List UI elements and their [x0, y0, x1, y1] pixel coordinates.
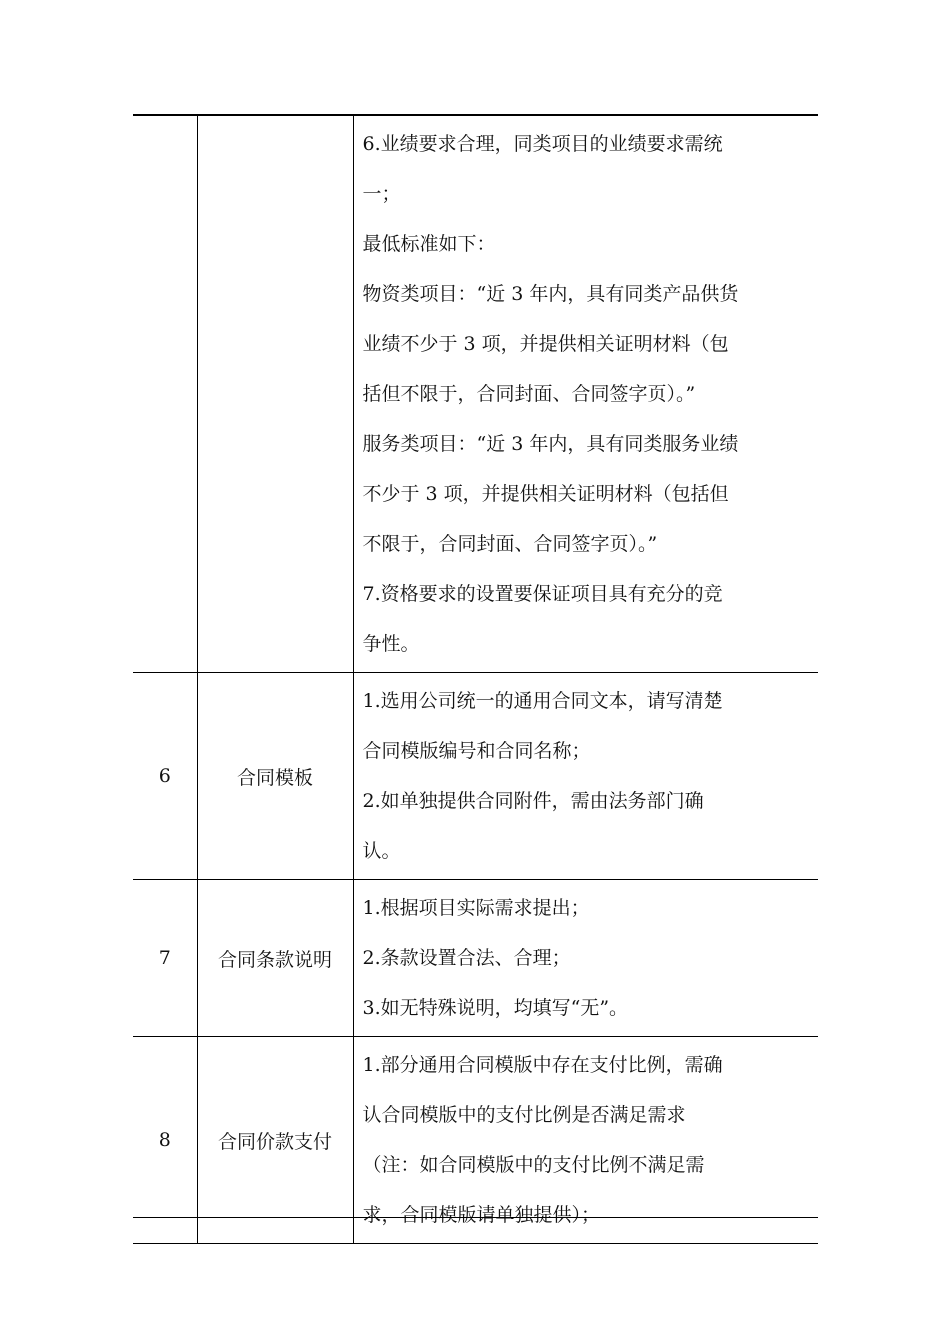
- row-number: [133, 115, 197, 673]
- row-number: 7: [133, 880, 197, 1037]
- table-row: [133, 880, 818, 1037]
- description-line: 2.如单独提供合同附件，需由法务部门确: [362, 790, 704, 812]
- row-number: 8: [133, 1037, 197, 1244]
- description-line: 6.业绩要求合理，同类项目的业绩要求需统: [362, 133, 723, 155]
- description-line: 1.根据项目实际需求提出；: [362, 897, 590, 919]
- description-line: 业绩不少于 3 项，并提供相关证明材料（包: [362, 333, 729, 355]
- row-description: [353, 115, 818, 673]
- row-description: [353, 673, 818, 880]
- description-line: 不少于 3 项，并提供相关证明材料（包括但: [362, 483, 729, 505]
- description-line: 争性。: [362, 633, 420, 655]
- description-line: 不限于，合同封面、合同签字页）。”: [362, 533, 658, 555]
- description-line: 认合同模版中的支付比例是否满足需求: [362, 1104, 686, 1126]
- row-description: [353, 880, 818, 1037]
- table-bottom-rule: [133, 1217, 818, 1218]
- table-row: [133, 115, 818, 673]
- description-line: 7.资格要求的设置要保证项目具有充分的竞: [362, 583, 723, 605]
- description-line: 物资类项目：“近 3 年内，具有同类产品供货: [362, 283, 739, 305]
- description-line: 求，合同模版请单独提供）；: [362, 1204, 601, 1226]
- row-description: [353, 1037, 818, 1244]
- row-number: 6: [133, 673, 197, 880]
- description-line: 合同模版编号和合同名称；: [362, 740, 591, 762]
- table-row: [133, 1037, 818, 1244]
- table-row: [133, 673, 818, 880]
- row-item: 合同价款支付: [197, 1037, 353, 1244]
- description-line: 1.选用公司统一的通用合同文本，请写清楚: [362, 690, 723, 712]
- description-line: 括但不限于，合同封面、合同签字页）。”: [362, 383, 696, 405]
- description-line: 认。: [362, 840, 401, 862]
- row-item: 合同模板: [197, 673, 353, 880]
- description-line: （注：如合同模版中的支付比例不满足需: [362, 1154, 705, 1176]
- description-line: 2.条款设置合法、合理；: [362, 947, 571, 969]
- description-line: 服务类项目：“近 3 年内，具有同类服务业绩: [362, 433, 739, 455]
- description-line: 最低标准如下：: [362, 233, 496, 255]
- row-item: [197, 115, 353, 673]
- requirements-table: [133, 114, 818, 1244]
- description-line: 3.如无特殊说明，均填写“无”。: [362, 997, 629, 1019]
- row-item: 合同条款说明: [197, 880, 353, 1037]
- description-line: 1.部分通用合同模版中存在支付比例，需确: [362, 1054, 723, 1076]
- description-line: 一；: [362, 183, 401, 205]
